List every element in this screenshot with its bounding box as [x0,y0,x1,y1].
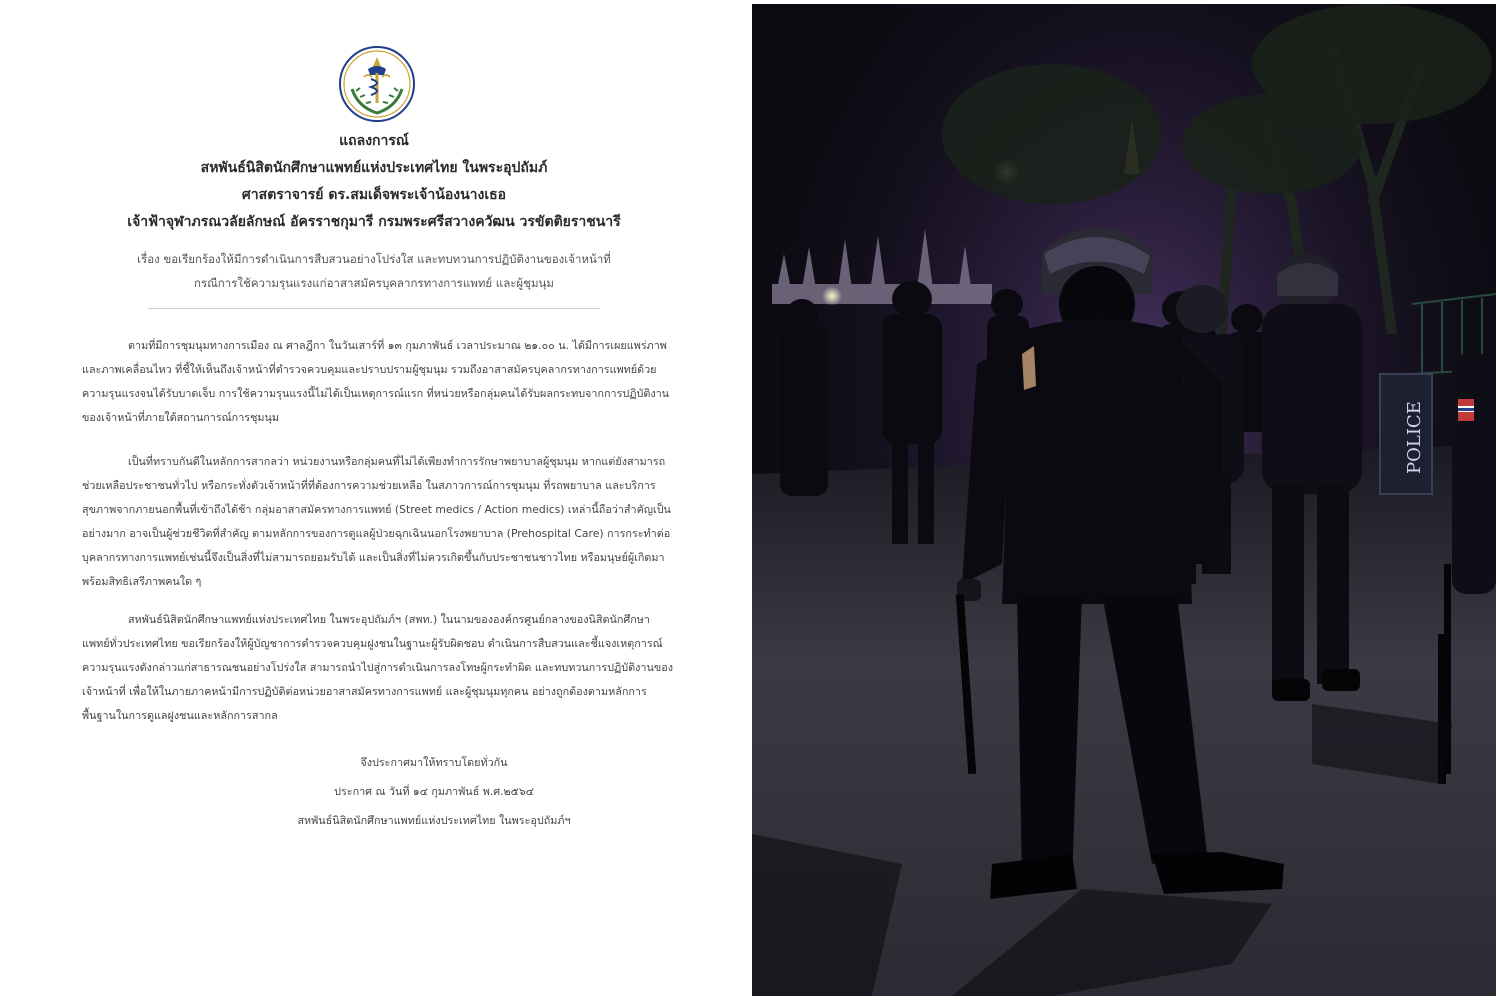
paragraph-line: สุขภาพจากภายนอกพื้นที่เข้าถึงได้ช้า กลุ่มอาสาสมัครทางการแพทย์ (Street medics / Action medics) เหล่านี้ถือว่าสำคัญเป็น [82,503,671,516]
paragraph-line: พร้อมสิทธิเสรีภาพคนใด ๆ [82,575,202,588]
federation-seal-icon [338,45,416,123]
patron-line-1: ศาสตราจารย์ ดร.สมเด็จพระเจ้าน้องนางเธอ [241,187,507,203]
paragraph-line: พื้นฐานในการดูแลฝูงชนและหลักการสากล [82,709,278,722]
paragraph-line: ความรุนแรงจนได้รับบาดเจ็บ การใช้ความรุนแรงนี้ไม่ได้เป็นเหตุการณ์แรก ที่หน่วยหรือกลุ่มคนได้รับผลกระทบจากการปฏิบัติงาน [82,387,670,400]
statement-heading: แถลงการณ์ [339,133,409,149]
statement-subject [0,247,748,295]
photo-illustration [752,4,1496,996]
paragraph-2 [82,450,672,594]
closing-line: จึงประกาศมาให้ทราบโดยทั่วกัน [360,756,508,769]
statement-document [0,0,748,1000]
paragraph-line: อย่างมาก อาจเป็นผู้ช่วยชีวิตที่สำคัญ ตามหลักการของการดูแลผู้ป่วยฉุกเฉินนอกโรงพยาบาล (Prehospital Care) การกระทำต่อ [82,527,671,540]
paragraph-1 [82,334,672,430]
street-lamp-icon [822,286,842,306]
statement-header [0,128,748,236]
paragraph-3 [82,608,672,728]
date-line: ประกาศ ณ วันที่ ๑๔ กุมภาพันธ์ พ.ศ.๒๕๖๔ [334,785,534,798]
divider [148,308,600,309]
shield-label: POLICE [1404,401,1425,474]
paragraph-line: สหพันธ์นิสิตนักศึกษาแพทย์แห่งประเทศไทย ในพระอุปถัมภ์ฯ (สพท.) ในนามขององค์กรศูนย์กลางของนิสิตนักศึกษา [128,613,650,626]
paragraph-line: เป็นที่ทราบกันดีในหลักการสากลว่า หน่วยงานหรือกลุ่มคนที่ไม่ได้เพียงทำการรักษาพยาบาลผู้ชุมนุม หากแต่ยังสามารถ [128,455,666,468]
organization-name: สหพันธ์นิสิตนักศึกษาแพทย์แห่งประเทศไทย ในพระอุปถัมภ์ [200,160,548,176]
riot-police-photo [752,4,1496,996]
subject-line-2: กรณีการใช้ความรุนแรงแก่อาสาสมัครบุคลากรทางการแพทย์ และผู้ชุมนุม [194,276,554,290]
paragraph-line: ความรุนแรงดังกล่าวแก่สาธารณชนอย่างโปร่งใส สามารถนำไปสู่การดำเนินการลงโทษผู้กระทำผิด และทบทวนการปฏิบัติงานของ [82,661,673,674]
paragraph-line: ตามที่มีการชุมนุมทางการเมือง ณ ศาลฎีกา ในวันเสาร์ที่ ๑๓ กุมภาพันธ์ เวลาประมาณ ๒๑.๐๐ น. ได้มีการเผยแพร่ภาพ [128,339,667,352]
paragraph-line: แพทย์ทั่วประเทศไทย ขอเรียกร้องให้ผู้บัญชาการตำรวจควบคุมฝูงชนในฐานะผู้รับผิดชอบ ดำเนินการสืบสวนและชี้แจงเหตุการณ์ [82,637,663,650]
paragraph-line: และภาพเคลื่อนไหว ที่ชี้ให้เห็นถึงเจ้าหน้าที่ตำรวจควบคุมและปราบปรามผู้ชุมนุม รวมถึงอาสาสมัครบุคลากรทางการแพทย์ด้วย [82,363,657,376]
statement-closing [0,748,748,835]
paragraph-line: บุคลากรทางการแพทย์เช่นนี้จึงเป็นสิ่งที่ไม่สามารถยอมรับได้ และเป็นสิ่งที่ไม่ควรเกิดขึ้นกับประชาชนชาวไทย หรือมนุษย์ผู้เกิดมา [82,551,665,564]
patron-line-2: เจ้าฟ้าจุฬาภรณวลัยลักษณ์ อัครราชกุมารี กรมพระศรีสวางควัฒน วรขัตติยราชนารี [127,214,621,230]
paragraph-line: เจ้าหน้าที่ เพื่อให้ในภายภาคหน้ามีการปฏิบัติต่อหน่วยอาสาสมัครทางการแพทย์ และผู้ชุมนุมทุกคน อย่างถูกต้องตามหลักการ [82,685,647,698]
signature-line: สหพันธ์นิสิตนักศึกษาแพทย์แห่งประเทศไทย ในพระอุปถัมภ์ฯ [297,814,571,827]
paragraph-line: ช่วยเหลือประชาชนทั่วไป หรือกระทั่งตัวเจ้าหน้าที่ที่ต้องการความช่วยเหลือ ในสภาวการณ์การชุมนุม ที่รถพยาบาล และบริการ [82,479,656,492]
paragraph-line: ของเจ้าหน้าที่ภายใต้สถานการณ์การชุมนุม [82,411,280,424]
subject-line-1: เรื่อง ขอเรียกร้องให้มีการดำเนินการสืบสวนอย่างโปร่งใส และทบทวนการปฏิบัติงานของเจ้าหน้าที่ [137,252,611,266]
